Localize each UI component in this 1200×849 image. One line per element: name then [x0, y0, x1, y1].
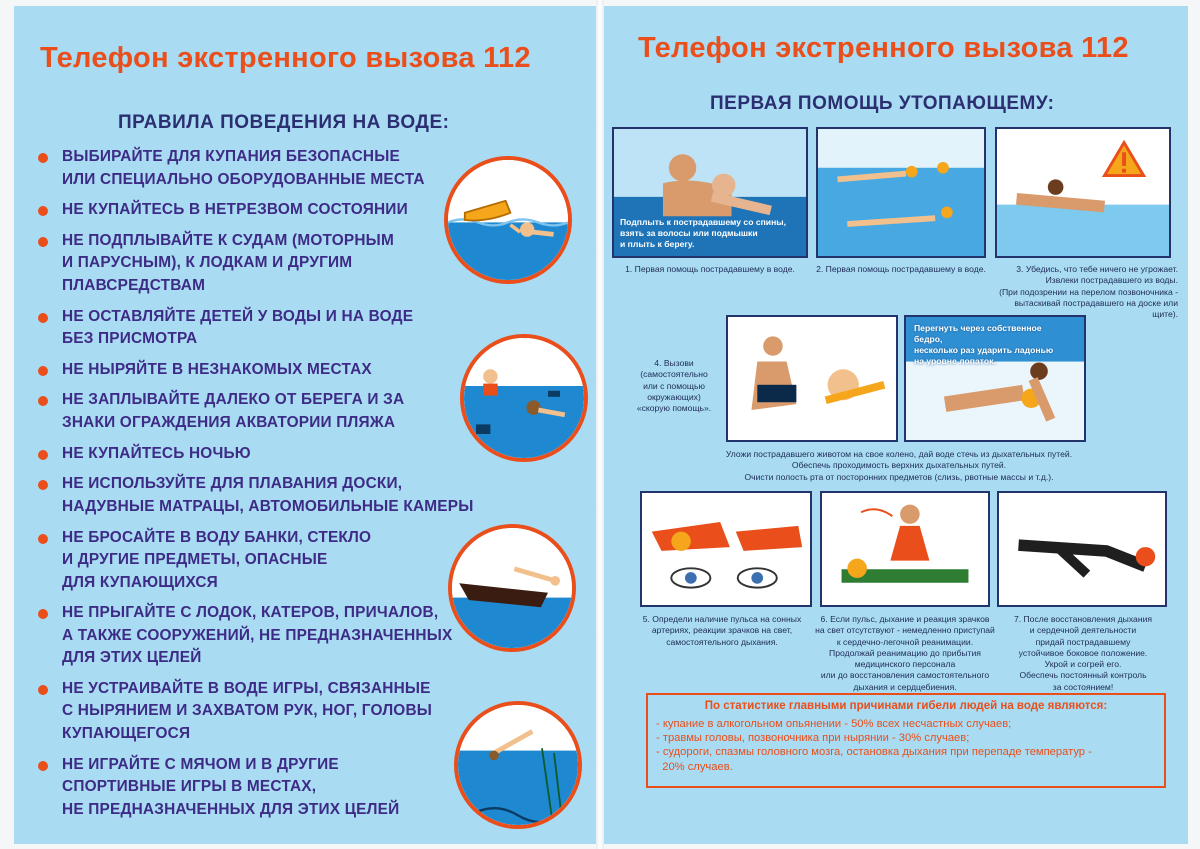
- rule-item: [36, 602, 496, 670]
- bullet-icon: [38, 609, 48, 619]
- water-rules-list: [36, 146, 496, 829]
- bullet-icon: [38, 534, 48, 544]
- rule-text: НЕ БРОСАЙТЕ В ВОДУ БАНКИ, СТЕКЛО И ДРУГИЕ ПРЕДМЕТЫ, ОПАСНЫЕ ДЛЯ КУПАЮЩИХСЯ: [62, 528, 372, 591]
- panel-rescue-from-behind: [612, 127, 808, 258]
- rule-item: [36, 359, 496, 382]
- bullet-icon: [38, 237, 48, 247]
- page-fold: [596, 0, 604, 849]
- caption-step-2: 2. Первая помощь пострадавшему в воде.: [816, 264, 986, 274]
- rule-text: НЕ ИСПОЛЬЗУЙТЕ ДЛЯ ПЛАВАНИЯ ДОСКИ, НАДУВНЫЕ МАТРАЦЫ, АВТОМОБИЛЬНЫЕ КАМЕРЫ: [62, 475, 474, 515]
- statistics-item: - судороги, спазмы головного мозга, остановка дыхания при перепаде температур -: [656, 746, 1092, 759]
- rule-text: НЕ НЫРЯЙТЕ В НЕЗНАКОМЫХ МЕСТАХ: [62, 360, 372, 378]
- statistics-item: - травмы головы, позвоночника при нырянии - 30% случаев;: [656, 732, 970, 745]
- rule-item: [36, 389, 496, 434]
- rule-item: [36, 527, 496, 595]
- statistics-title: По статистике главными причинами гибели людей на воде являются:: [704, 700, 1108, 712]
- rule-item: [36, 230, 496, 298]
- rule-item: [36, 754, 496, 822]
- panel-call-ambulance: [726, 315, 898, 442]
- water-rules-heading: ПРАВИЛА ПОВЕДЕНИЯ НА ВОДЕ:: [118, 112, 450, 133]
- rule-text: НЕ КУПАЙТЕСЬ НОЧЬЮ: [62, 444, 251, 462]
- caption-step-5: 5. Определи наличие пульса на сонных артериях, реакции зрачков на свет, самостоятельного дыхания.: [642, 614, 802, 647]
- caption-step-3: 3. Убедись, что тебе ничего не угрожает. Извлеки пострадавшего из воды. (При подозрении на перелом позвоночника - вытаскивай пострадавшего на доске или щите).: [999, 264, 1178, 320]
- bullet-icon: [38, 313, 48, 323]
- rule-item: [36, 443, 496, 466]
- rule-text: НЕ ПРЫГАЙТЕ С ЛОДОК, КАТЕРОВ, ПРИЧАЛОВ, А ТАКЖЕ СООРУЖЕНИЙ, НЕ ПРЕДНАЗНАЧЕННЫХ ДЛЯ ЭТИХ ЦЕЛЕЙ: [62, 604, 453, 667]
- rule-text: НЕ УСТРАИВАЙТЕ В ВОДЕ ИГРЫ, СВЯЗАННЫЕ С НЫРЯНИЕМ И ЗАХВАТОМ РУК, НОГ, ГОЛОВЫ КУПАЮЩЕГОСЯ: [62, 679, 433, 742]
- statistics-list: [656, 717, 1161, 774]
- statistics-item: 20% случаев.: [656, 760, 733, 773]
- left-page: [14, 6, 596, 844]
- rule-text: НЕ ИГРАЙТЕ С МЯЧОМ И В ДРУГИЕ СПОРТИВНЫЕ ИГРЫ В МЕСТАХ, НЕ ПРЕДНАЗНАЧЕННЫХ ДЛЯ ЭТИХ ЦЕЛЕЙ: [62, 755, 400, 818]
- caption-step-4: 4. Вызови (самостоятельно или с помощью окружающих) «скорую помощь».: [636, 358, 712, 414]
- rule-text: ВЫБИРАЙТЕ ДЛЯ КУПАНИЯ БЕЗОПАСНЫЕ ИЛИ СПЕЦИАЛЬНО ОБОРУДОВАННЫЕ МЕСТА: [62, 148, 425, 188]
- hotline-title-right: Телефон экстренного вызова 112: [638, 32, 1129, 64]
- diving-into-unknown-illustration: [454, 701, 582, 829]
- rule-item: [36, 199, 496, 222]
- panel-check-pulse: [640, 491, 812, 607]
- statistics-box: [646, 693, 1166, 788]
- panel-back-blows-instruction: Перегнуть через собственное бедро, несколько раз ударить ладонью на уровне лопаток.: [914, 323, 1054, 366]
- caption-step-7: 7. После восстановления дыхания и сердечной деятельности придай пострадавшему устойчивое боковое положение. Укрой и согрей его. Обеспечь постоянный контроль за состоянием!: [1013, 614, 1153, 692]
- boat-swimmer-illustration: [444, 156, 572, 284]
- bullet-icon: [38, 366, 48, 376]
- panel-recovery-position: [997, 491, 1167, 607]
- bullet-icon: [38, 480, 48, 490]
- diver-from-boat-illustration: [448, 524, 576, 652]
- rule-item: [36, 678, 496, 746]
- panel-towing-swimmer: [816, 127, 986, 258]
- rule-item: [36, 306, 496, 351]
- caption-airway: Уложи пострадавшего животом на свое колено, дай воде стечь из дыхательных путей. Обеспечь проходимость верхних дыхательных путей. Очисти полость рта от посторонних предметов (слизь, рвотные массы и т.д.).: [725, 449, 1073, 482]
- panel-back-blows: [904, 315, 1086, 442]
- rule-text: НЕ КУПАЙТЕСЬ В НЕТРЕЗВОМ СОСТОЯНИИ: [62, 201, 408, 219]
- bullet-icon: [38, 761, 48, 771]
- caption-step-1: 1. Первая помощь пострадавшему в воде.: [625, 264, 795, 274]
- child-swimming-illustration: [460, 334, 588, 462]
- panel-warning-carry: [995, 127, 1171, 258]
- right-page: [604, 6, 1188, 844]
- rule-item: [36, 146, 496, 191]
- rule-text: НЕ ОСТАВЛЯЙТЕ ДЕТЕЙ У ВОДЫ И НА ВОДЕ БЕЗ ПРИСМОТРА: [62, 307, 414, 348]
- panel-cpr: [820, 491, 990, 607]
- caption-step-6: 6. Если пульс, дыхание и реакция зрачков на свет отсутствуют - немедленно приступай к сердечно-легочной реанимации. Продолжай реанимацию до прибытия медицинского персонала или до восстановления самостоятельного дыхания и сердцебиения.: [815, 614, 995, 692]
- bullet-icon: [38, 153, 48, 163]
- first-aid-heading: ПЕРВАЯ ПОМОЩЬ УТОПАЮЩЕМУ:: [710, 93, 1055, 114]
- rule-text: НЕ ЗАПЛЫВАЙТЕ ДАЛЕКО ОТ БЕРЕГА И ЗА ЗНАКИ ОГРАЖДЕНИЯ АКВАТОРИИ ПЛЯЖА: [62, 391, 405, 431]
- rule-item: [36, 473, 496, 518]
- bullet-icon: [38, 396, 48, 406]
- bullet-icon: [38, 206, 48, 216]
- bullet-icon: [38, 450, 48, 460]
- statistics-item: - купание в алкогольном опьянении - 50% всех несчастных случаев;: [656, 718, 1012, 730]
- panel-rescue-instruction: Подплыть к пострадавшему со спины, взять за волосы или подмышки и плыть к берегу.: [620, 217, 787, 249]
- bullet-icon: [38, 685, 48, 695]
- hotline-title-left: Телефон экстренного вызова 112: [40, 42, 531, 74]
- rule-text: НЕ ПОДПЛЫВАЙТЕ К СУДАМ (МОТОРНЫМ И ПАРУСНЫМ), К ЛОДКАМ И ДРУГИМ ПЛАВСРЕДСТВАМ: [62, 231, 394, 294]
